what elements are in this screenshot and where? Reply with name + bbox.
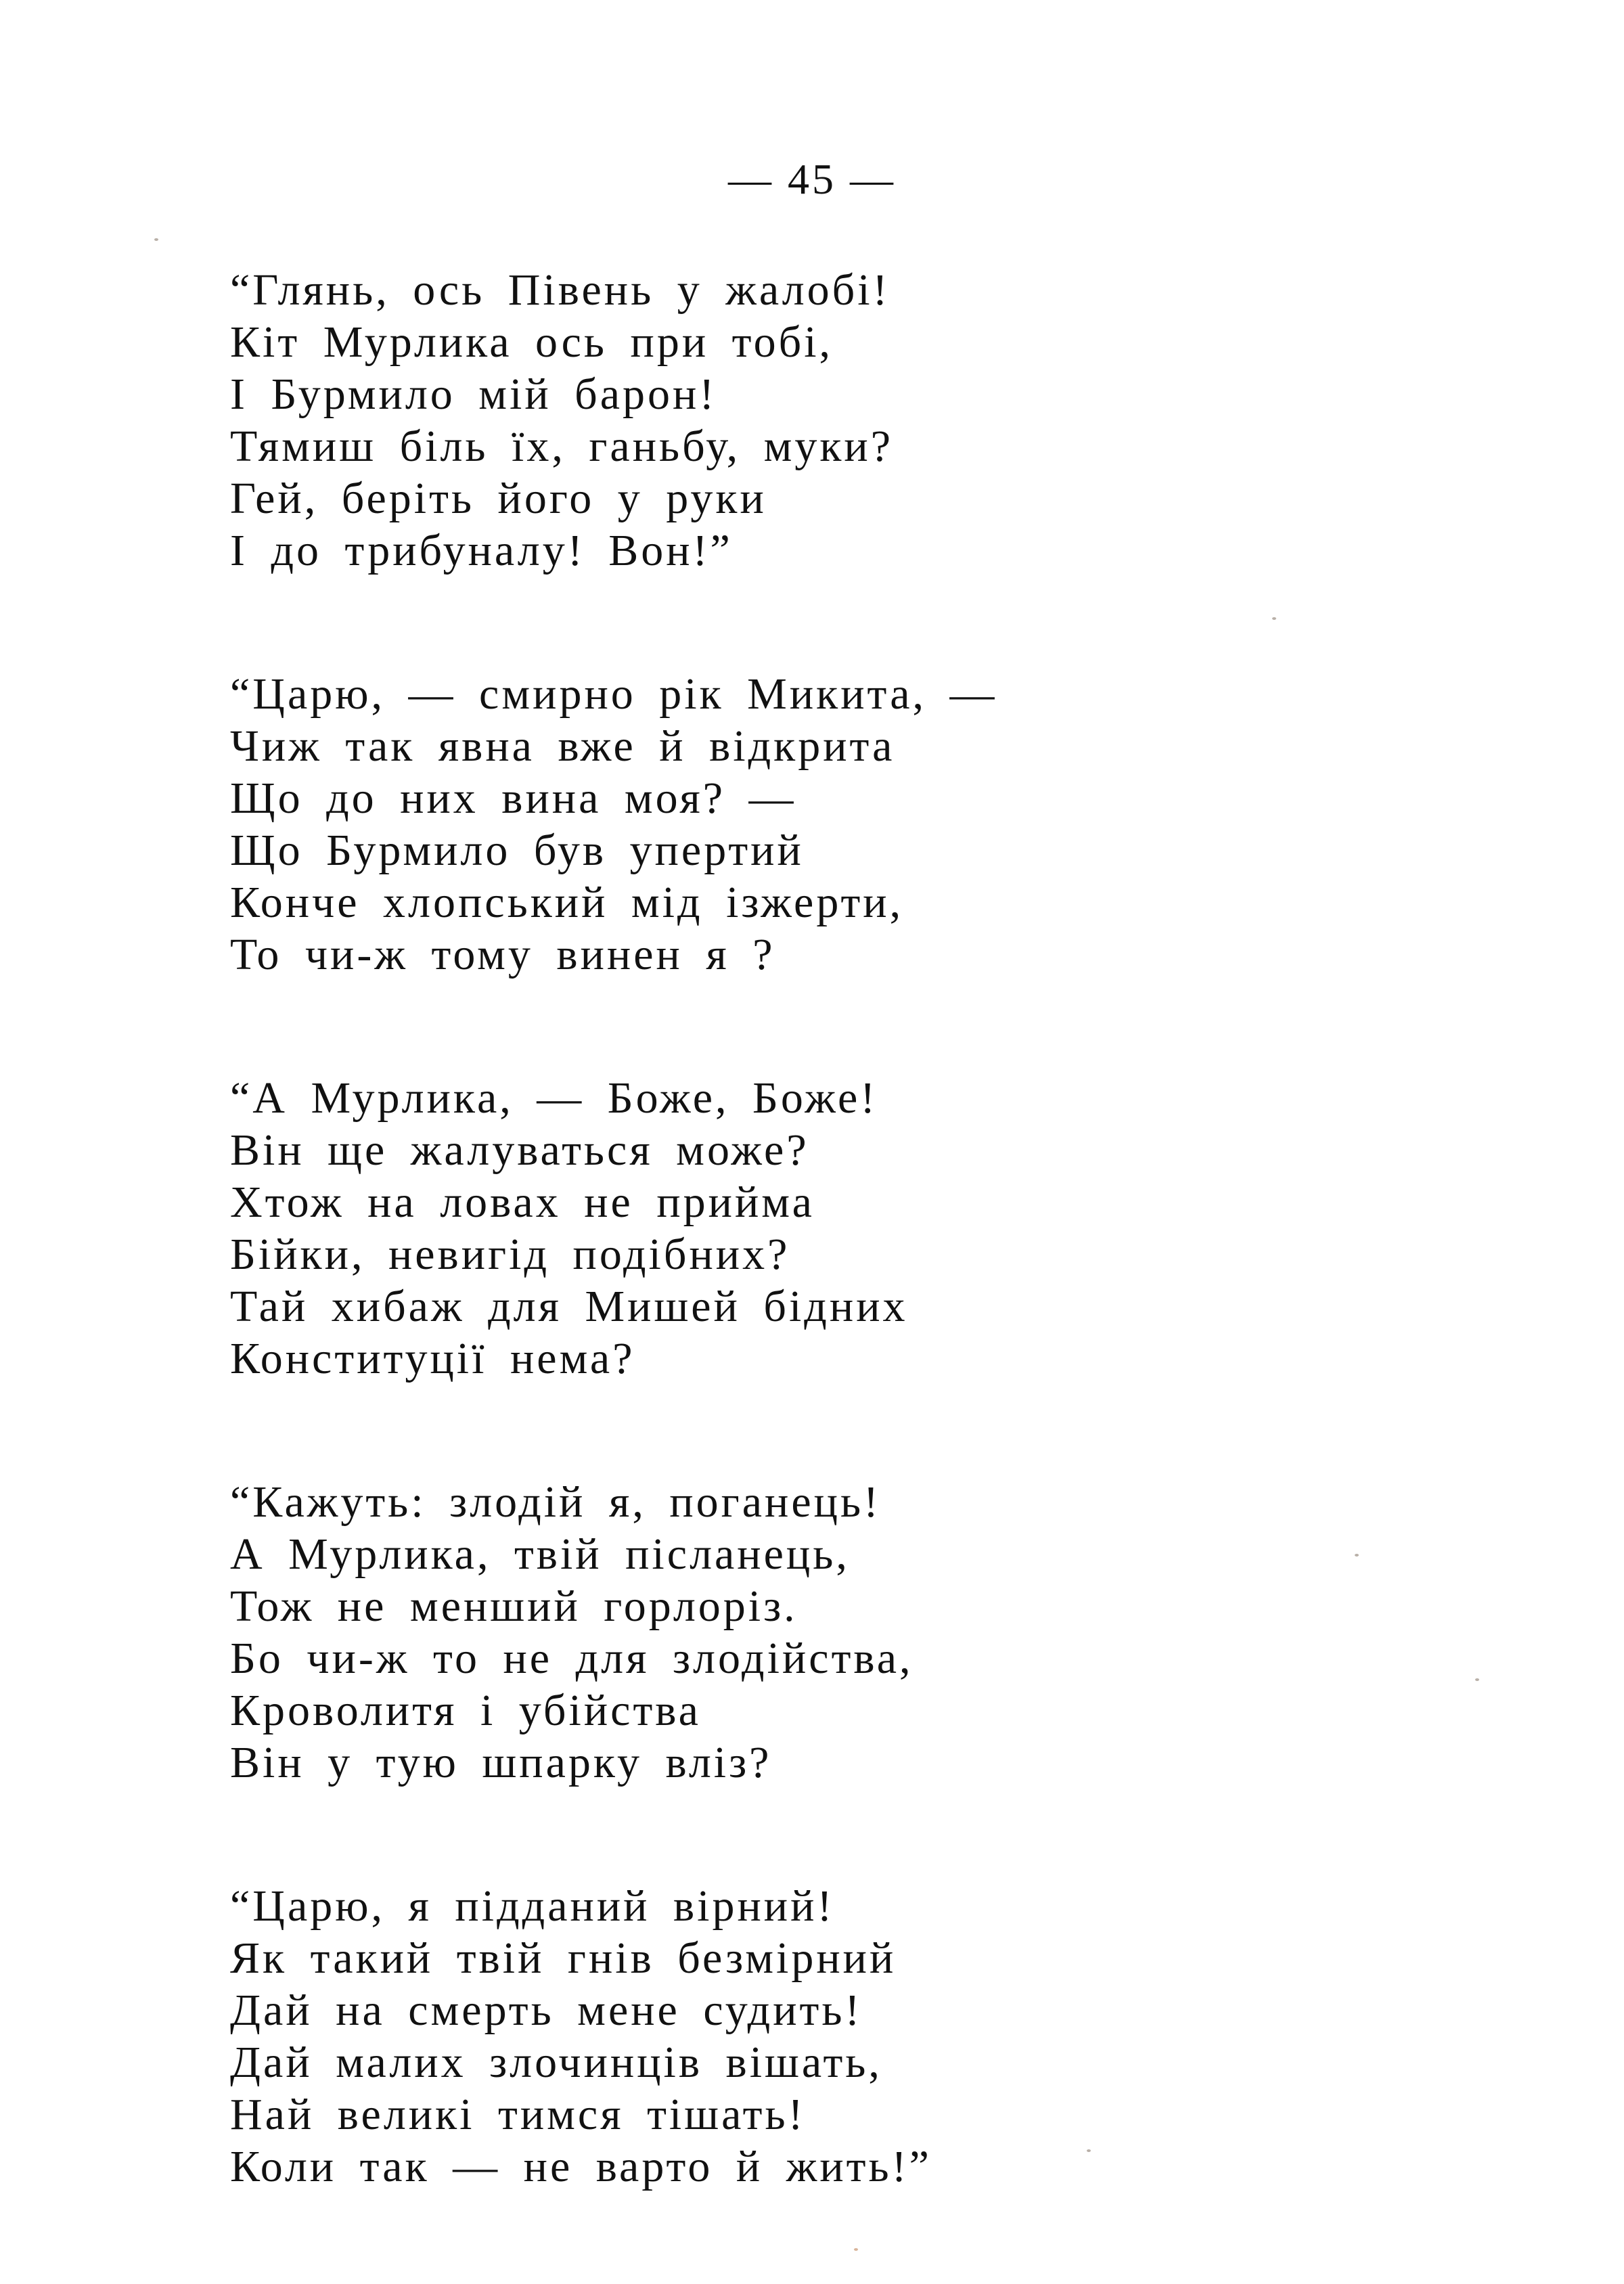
- scan-speck: [1355, 1554, 1359, 1557]
- poem-line: Бійки, невигід подібних?: [230, 1230, 790, 1279]
- poem-line: Тай хибаж для Мишей бідних: [230, 1282, 908, 1331]
- poem-line: Він ще жалуваться може?: [230, 1125, 809, 1175]
- scan-speck: [854, 2248, 858, 2251]
- poem-line: “Царю, я підданий вірний!: [230, 1881, 835, 1931]
- poem-line: Тож не менший горлоріз.: [230, 1582, 798, 1631]
- stanza: [230, 1072, 1516, 1385]
- poem-line: Тямиш біль їх, ганьбу, муки?: [230, 422, 894, 471]
- poem-line: Конче хлопський мід ізжерти,: [230, 878, 904, 927]
- poem-line: Най великі тимся тішать!: [230, 2090, 806, 2139]
- poem-line: А Мурлика, твій післанець,: [230, 1529, 850, 1579]
- poem-line: Бо чи-ж то не для злодійства,: [230, 1634, 914, 1683]
- poem: [230, 264, 1516, 2284]
- poem-line: То чи-ж тому винен я ?: [230, 930, 775, 979]
- poem-line: І Бурмило мій барон!: [230, 370, 717, 419]
- stanza: [230, 1476, 1516, 1789]
- stanza: [230, 264, 1516, 577]
- poem-line: Конституції нема?: [230, 1334, 635, 1383]
- scan-speck: [1475, 1678, 1479, 1681]
- poem-line: Кроволитя і убійства: [230, 1686, 701, 1735]
- poem-line: “Глянь, ось Півень у жалобі!: [230, 265, 890, 315]
- poem-line: “А Мурлика, — Боже, Боже!: [230, 1073, 878, 1123]
- scan-speck: [154, 238, 158, 241]
- poem-line: Що Бурмило був упертий: [230, 826, 804, 875]
- poem-line: Дай на смерть мене судить!: [230, 1986, 863, 2035]
- poem-line: Гей, беріть його у руки: [230, 474, 767, 523]
- stanza: [230, 668, 1516, 981]
- poem-line: Чиж так явна вже й відкрита: [230, 721, 895, 771]
- poem-line: Кіт Мурлика ось при тобі,: [230, 317, 834, 367]
- poem-line: “Царю, — смирно рік Микита, —: [230, 669, 997, 719]
- poem-line: Коли так — не варто й жить!”: [230, 2142, 932, 2191]
- poem-line: Як такий твій гнів безмірний: [230, 1933, 897, 1983]
- poem-line: Що до них вина моя? —: [230, 774, 796, 823]
- poem-line: Він у тую шпарку вліз?: [230, 1738, 772, 1787]
- poem-line: “Кажуть: злодій я, поганець!: [230, 1477, 882, 1527]
- page-number: — 45 —: [728, 155, 896, 203]
- poem-line: Дай малих злочинців вішать,: [230, 2038, 882, 2087]
- stanza: [230, 1880, 1516, 2193]
- scan-speck: [1087, 2149, 1091, 2152]
- poem-line: Хтож на ловах не прийма: [230, 1178, 815, 1227]
- poem-line: І до трибуналу! Вон!”: [230, 526, 733, 575]
- scan-speck: [1272, 617, 1276, 620]
